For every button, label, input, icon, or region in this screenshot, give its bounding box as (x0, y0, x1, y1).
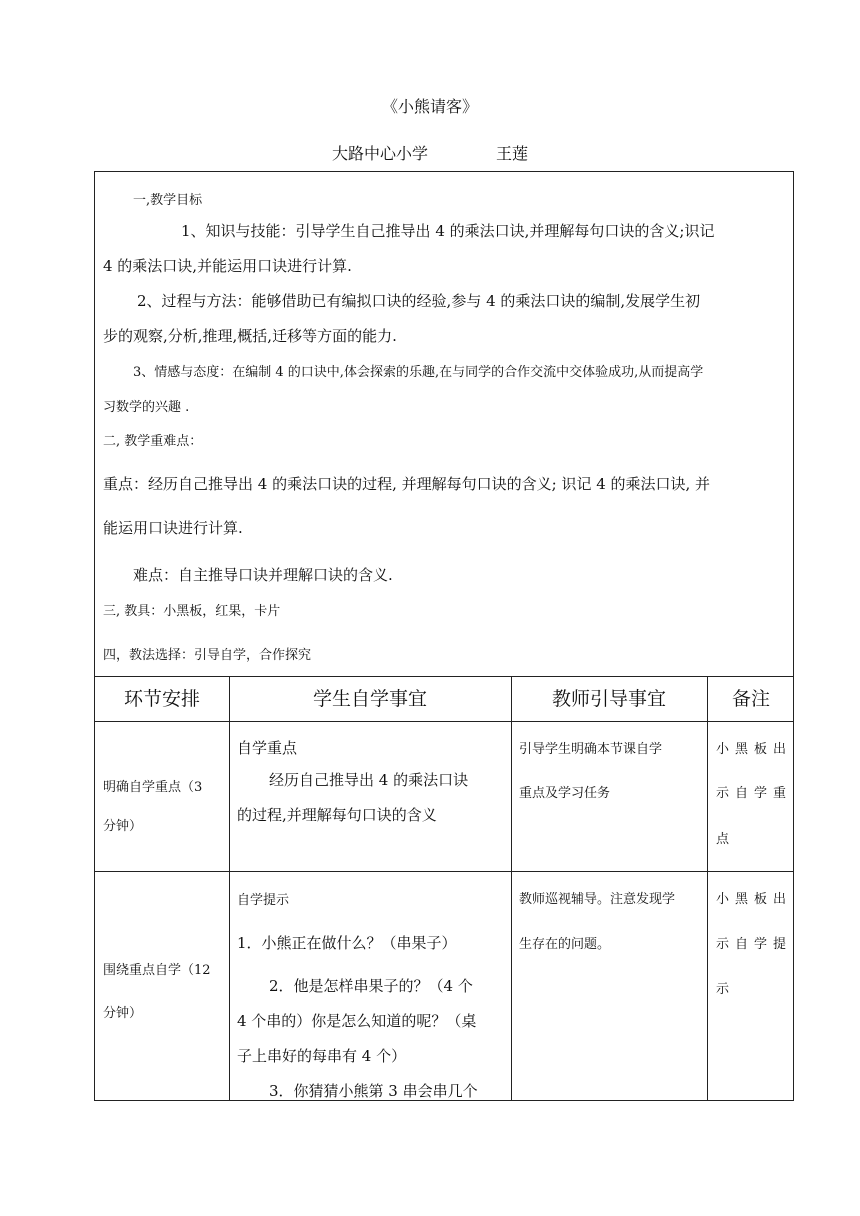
row-1-teacher-line-1: 引导学生明确本节课自学 (519, 742, 663, 757)
teaching-methods: 四，教法选择：引导自学，合作探究 (103, 648, 312, 663)
objective-2-line-2: 步的观察,分析,推理,概括,迁移等方面的能力. (103, 327, 397, 345)
row-2-note-line-2: 示自学提 (716, 937, 793, 952)
row-2-note-line-1: 小黑板出 (716, 892, 793, 907)
author-name: 王莲 (496, 144, 529, 163)
objectives-heading: 一,教学目标 (133, 193, 203, 208)
row-2-teacher-line-2: 生存在的问题。 (519, 937, 611, 952)
difficulty-line: 难点：自主推导口诀并理解口诀的含义. (133, 566, 393, 584)
column-divider-1 (229, 676, 230, 1101)
row-2-student-line-4: 4 个串的）你是怎么知道的呢？（桌 (237, 1012, 477, 1030)
header-notes: 备注 (731, 688, 770, 710)
row-2-stage-line-2: 分钟） (103, 1006, 143, 1021)
objective-1-line-1: 1、知识与技能：引导学生自己推导出 4 的乘法口诀,并理解每句口诀的含义;识记 (181, 222, 715, 240)
row-2-teacher-line-1: 教师巡视辅导。注意发现学 (519, 892, 676, 907)
divider-upper (95, 676, 793, 677)
row-2-note-line-3: 示 (716, 982, 730, 997)
header-stage: 环节安排 (123, 688, 200, 710)
focus-line-1: 重点：经历自己推导出 4 的乘法口诀的过程, 并理解每句口诀的含义; 识记 4 的乘法口诀, 并 (103, 475, 711, 493)
row-2-student-line-1: 自学提示 (237, 893, 290, 908)
row-1-note-line-1: 小黑板出 (716, 742, 793, 757)
row-2-student-line-2: 1．小熊正在做什么？（串果子） (237, 934, 457, 952)
objective-3-line-1: 3、情感与态度：在编制 4 的口诀中,体会探索的乐趣,在与同学的合作交流中交体验成功,从而提高学 (133, 365, 704, 380)
row-1-stage-line-1: 明确自学重点（3 (103, 780, 203, 795)
objective-3-line-2: 习数学的兴趣 . (103, 400, 190, 415)
header-teacher: 教师引导事宜 (551, 688, 666, 710)
column-divider-2 (511, 676, 512, 1101)
row-2-student-line-5: 子上串好的每串有 4 个） (237, 1047, 407, 1065)
row-2-stage-line-1: 围绕重点自学（12 (103, 963, 211, 978)
row-1-student-line-1: 自学重点 (237, 739, 298, 757)
row-1-student-line-3: 的过程,并理解每句口诀的含义 (237, 806, 437, 824)
row-2-student-line-6: 3．你猜猜小熊第 3 串会串几个 (269, 1082, 478, 1100)
header-student: 学生自学事宜 (312, 688, 427, 710)
school-name: 大路中心小学 (331, 144, 428, 163)
row-2-student-line-3: 2．他是怎样串果子的？（4 个 (269, 977, 473, 995)
focus-line-2: 能运用口诀进行计算. (103, 519, 243, 537)
divider-row-1 (95, 871, 793, 872)
column-divider-3 (707, 676, 708, 1101)
document-byline (0, 141, 860, 164)
row-1-teacher-line-2: 重点及学习任务 (519, 786, 611, 801)
key-points-heading: 二, 教学重难点： (103, 434, 203, 449)
divider-header (95, 721, 793, 722)
document-title: 《小熊请客》 (381, 97, 478, 116)
row-1-stage-line-2: 分钟） (103, 819, 143, 834)
row-1-student-line-2: 经历自己推导出 4 的乘法口诀 (269, 771, 469, 789)
lesson-plan-table (94, 171, 794, 1101)
row-1-note-line-3: 点 (716, 832, 730, 847)
row-1-note-line-2: 示自学重 (716, 786, 793, 801)
objective-1-line-2: 4 的乘法口诀,并能运用口诀进行计算. (103, 257, 352, 275)
teaching-tools: 三, 教具：小黑板，红果，卡片 (103, 604, 281, 619)
objective-2-line-1: 2、过程与方法：能够借助已有编拟口诀的经验,参与 4 的乘法口诀的编制,发展学生初 (137, 292, 701, 310)
